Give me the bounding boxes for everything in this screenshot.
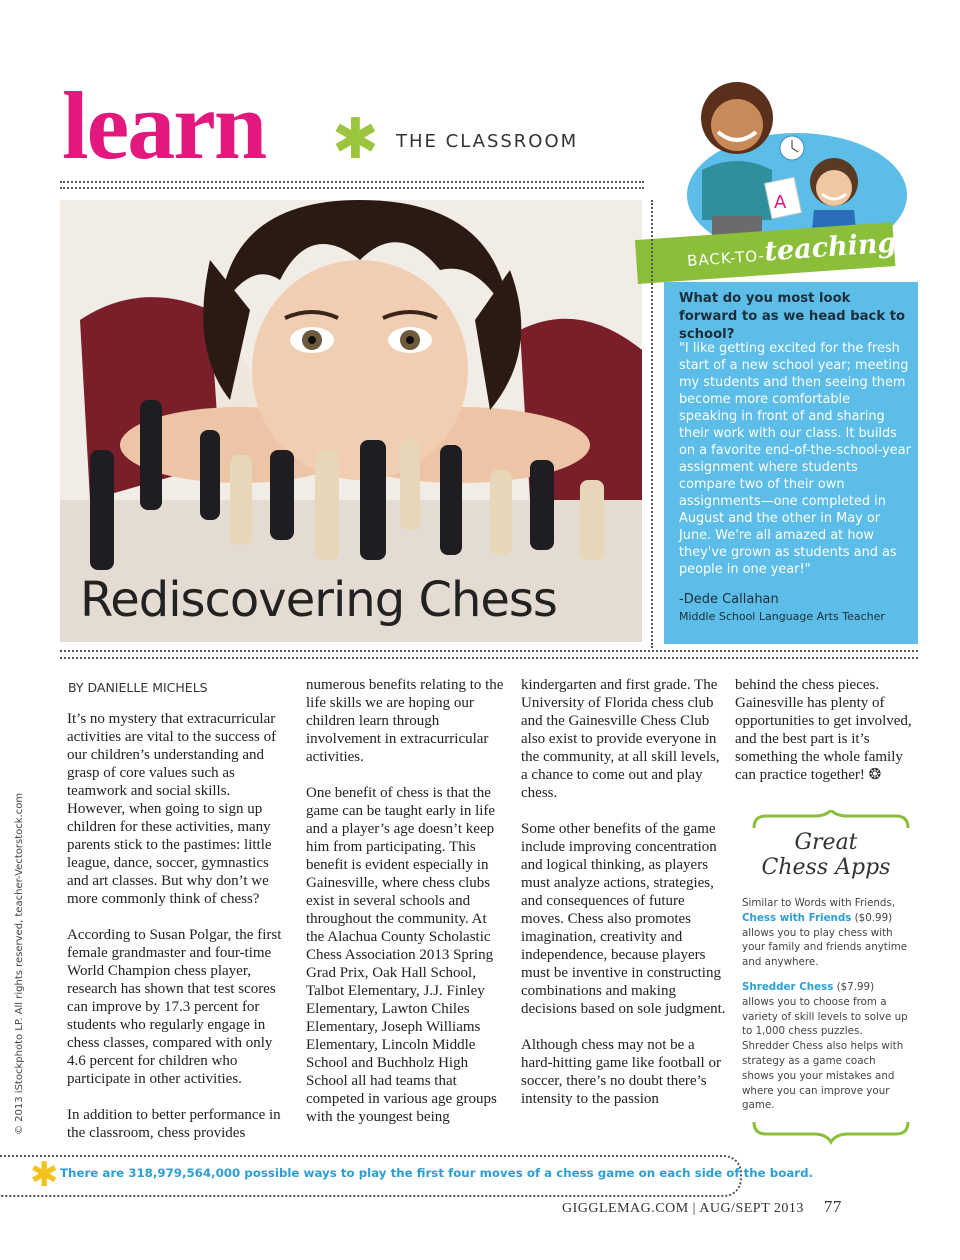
article-column-1 — [67, 710, 287, 1142]
app-description: allows you to play chess with your family and friends anytime and anywhere. — [742, 926, 908, 969]
paragraph: It’s no mystery that extracurricular activities are vital to the success of our children’s understanding and grasp of core values such as teamwork and social skills. However, when going to sign up children for these activities, many parents stick to the pastimes: little league, dance, soccer, gymnastics and art classes. But why don’t we more commonly think of chess? — [67, 711, 277, 907]
paragraph: kindergarten and first grade. The University of Florida chess club and the Gainesville Chess Club also exist to provide everyone in the community, at all skill levels, a chance to come out and play chess. — [521, 677, 720, 801]
app-name: Chess with Friends — [742, 911, 852, 924]
paragraph: behind the chess pieces. Gainesville has plenty of opportunities to get involved, and the best part is it’s something the whole family can practice together! ❂ — [735, 677, 912, 783]
banner-word: teaching! — [763, 226, 910, 268]
banner-prefix: BACK-TO- — [686, 246, 766, 271]
paragraph: In addition to better performance in the classroom, chess provides — [67, 1107, 281, 1141]
paragraph: Some other benefits of the game include improving concentration and logical thinking, as players must analyze actions, strategies, and consequences of future moves. Chess also promotes imagination, creativity and independence, because players must be inventive in constructing combinations and making decisions based on sole judgment. — [521, 821, 726, 1017]
apps-box-title — [742, 830, 910, 880]
article-title: Rediscovering Chess — [80, 572, 557, 628]
teacher-quote: "I like getting excited for the fresh start of a new school year; meeting my students and then seeing them become more comfortable speaking in front of and sharing their work with our class. It builds on a favorite end-of-the-school-year assignment where students compare two of their own assignments—one completed in August and the other in May or June. We're all amazed at how they've grown as students and as people in one year!" — [679, 341, 911, 577]
app-price: ($7.99) — [833, 980, 875, 993]
section-name: THE CLASSROOM — [396, 131, 579, 152]
svg-text:A: A — [774, 192, 787, 213]
footer-site: GIGGLEMAG.COM — [562, 1201, 689, 1216]
footer-separator: | — [692, 1201, 696, 1216]
paragraph: One benefit of chess is that the game can be taught early in life and a player’s age doesn’t keep him from participating. This benefit is evident especially in Gainesville, where chess clubs exist in several schools and throughout the community. At the Alachua County Scholastic Chess Association 2013 Spring Grad Prix, Oak Hall School, Talbot Elementary, J.J. Finley Elementary, Lawton Chiles Elementary, Joseph Williams Elementary, Lincoln Middle School and Buchholz High School all had teams that competed in various age groups with the youngest being — [306, 785, 497, 1125]
apps-title-line-1: Great — [794, 830, 858, 855]
body-divider-2 — [60, 657, 918, 659]
byline: BY DANIELLE MICHELS — [68, 680, 208, 695]
footer-issue: AUG/SEPT 2013 — [699, 1201, 804, 1216]
section-word: learn — [62, 72, 266, 179]
paragraph: Although chess may not be a hard-hitting game like football or soccer, there’s no doubt there’s intensity to the passion — [521, 1037, 721, 1107]
quote-signature-title: Middle School Language Arts Teacher — [679, 610, 885, 623]
page-number: 77 — [823, 1197, 842, 1216]
paragraph: numerous benefits relating to the life skills we are hoping our children learn through involvement in extracurricular activities. — [306, 677, 504, 765]
article-column-4 — [735, 676, 915, 784]
sidebar-question: What do you most look forward to as we head back to school? — [679, 291, 906, 342]
app-item — [742, 980, 908, 1113]
star-icon: ✱ — [30, 1155, 59, 1195]
header-divider-2 — [60, 187, 644, 189]
app-price: ($0.99) — [851, 911, 893, 924]
apps-title-line-2: Chess Apps — [761, 855, 891, 880]
body-divider — [60, 650, 918, 652]
apps-list — [742, 896, 908, 1113]
paragraph: According to Susan Polgar, the first female grandmaster and four-time World Champion chess player, research has shown that test scores can improve by 17.3 percent for students who regularly engage in chess classes, compared with only 4.6 percent for children who participate in other activities. — [67, 927, 282, 1087]
sidebar-divider — [651, 200, 653, 648]
photo-credit: © 2013 iStockphoto LP. All rights reserved, teacher-Vectorstock.com — [14, 792, 25, 1135]
article-column-2 — [306, 676, 506, 1126]
app-item — [742, 896, 908, 970]
app-name: Shredder Chess — [742, 980, 834, 993]
page-footer — [562, 1197, 842, 1217]
fun-fact: There are 318,979,564,000 possible ways to play the first four moves of a chess game on each side of the board. — [60, 1166, 814, 1180]
quote-signature: -Dede Callahan — [679, 592, 779, 607]
app-description: allows you to choose from a variety of skill levels to solve up to 1,000 chess puzzles. Shredder Chess also helps with strategy as a game coach shows you your mistakes and where you can improve your game. — [742, 995, 908, 1112]
asterisk-icon: ✱ — [332, 107, 379, 172]
article-column-3 — [521, 676, 727, 1108]
apps-intro: Similar to Words with Friends, — [742, 897, 896, 909]
header-divider — [60, 181, 644, 183]
